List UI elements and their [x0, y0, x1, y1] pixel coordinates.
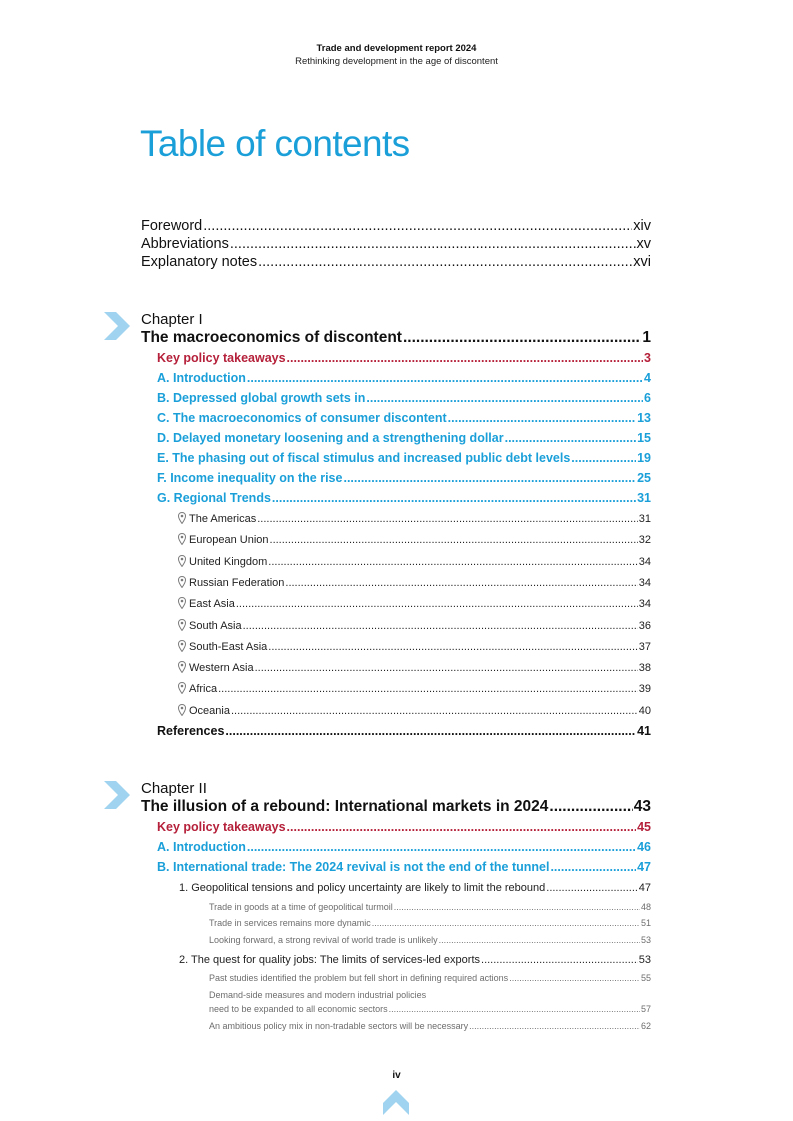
chapter-title-entry[interactable]	[141, 329, 651, 347]
up-arrow-icon[interactable]	[383, 1089, 409, 1115]
toc-section-key-takeaways[interactable]	[157, 820, 651, 834]
toc-region-page: 34	[638, 598, 651, 610]
toc-subsection-label: 1. Geopolitical tensions and policy uncertainty are likely to limit the rebound	[179, 882, 546, 894]
page-number: iv	[392, 1070, 401, 1081]
toc-region-entry[interactable]	[189, 534, 651, 546]
toc-section-label: Key policy takeaways	[157, 820, 286, 834]
toc-section-page: 31	[637, 491, 651, 505]
map-pin-icon	[178, 555, 186, 567]
toc-region-page: 37	[638, 641, 651, 653]
toc-entry-label: Abbreviations	[141, 236, 229, 252]
toc-subsection-page: 53	[638, 954, 651, 966]
toc-section-label: References	[157, 724, 225, 738]
toc-item-label: Looking forward, a strong revival of world trade is unlikely	[209, 935, 438, 945]
toc-region-label: The Americas	[189, 513, 257, 525]
map-pin-icon	[178, 533, 186, 545]
toc-entry-label: Foreword	[141, 218, 203, 234]
toc-item-page: 48	[640, 902, 651, 912]
toc-region-label: Western Asia	[189, 662, 254, 674]
page-title: Table of contents	[140, 123, 410, 164]
toc-item-label: Trade in goods at a time of geopolitical turmoil	[209, 902, 393, 912]
toc-item[interactable]	[209, 918, 651, 928]
toc-section[interactable]	[157, 840, 651, 854]
toc-section-page: 4	[644, 371, 651, 385]
toc-region-entry[interactable]	[189, 683, 651, 695]
toc-item-label: An ambitious policy mix in non-tradable sectors will be necessary	[209, 1021, 469, 1031]
toc-region-label: Russian Federation	[189, 577, 285, 589]
toc-item[interactable]	[209, 1004, 651, 1014]
toc-subsection-page: 47	[638, 882, 651, 894]
map-pin-icon	[178, 640, 186, 652]
toc-section[interactable]	[157, 451, 651, 465]
map-pin-icon	[178, 661, 186, 673]
toc-section[interactable]	[157, 371, 651, 385]
toc-region-entry[interactable]	[189, 598, 651, 610]
toc-item-page: 53	[640, 935, 651, 945]
toc-section-label: G. Regional Trends	[157, 491, 271, 505]
toc-subsection-label: 2. The quest for quality jobs: The limits of services-led exports	[179, 954, 481, 966]
toc-item-page: 57	[640, 1004, 651, 1014]
toc-region-page: 34	[638, 556, 651, 568]
toc-item[interactable]	[209, 935, 651, 945]
toc-section[interactable]	[157, 411, 651, 425]
map-pin-icon	[178, 704, 186, 716]
toc-entry-abbreviations[interactable]	[141, 236, 651, 252]
toc-section-label: C. The macroeconomics of consumer discontent	[157, 411, 447, 425]
toc-entry-explanatory-notes[interactable]	[141, 254, 651, 270]
toc-section-page: 6	[644, 391, 651, 405]
toc-region-page: 32	[638, 534, 651, 546]
report-header	[0, 42, 793, 68]
toc-item-label: Trade in services remains more dynamic	[209, 918, 371, 928]
toc-region-page: 36	[638, 620, 651, 632]
toc-region-page: 39	[638, 683, 651, 695]
chapter-title-entry[interactable]	[141, 798, 651, 816]
map-pin-icon	[178, 682, 186, 694]
toc-item[interactable]	[209, 973, 651, 983]
toc-section-label: D. Delayed monetary loosening and a strengthening dollar	[157, 431, 504, 445]
map-pin-icon	[178, 576, 186, 588]
chapter-title: The macroeconomics of discontent	[141, 329, 402, 346]
map-pin-icon	[178, 597, 186, 609]
toc-section[interactable]	[157, 860, 651, 874]
toc-section[interactable]	[157, 431, 651, 445]
toc-section-label: A. Introduction	[157, 371, 246, 385]
toc-section-page: 47	[637, 860, 651, 874]
toc-section-label: Key policy takeaways	[157, 351, 286, 365]
toc-section-page: 46	[637, 840, 651, 854]
toc-section-page: 15	[637, 431, 651, 445]
toc-section-page: 41	[637, 724, 651, 738]
toc-section[interactable]	[157, 471, 651, 485]
toc-section-page: 3	[644, 351, 651, 365]
toc-item[interactable]	[209, 902, 651, 912]
toc-entry-page: xv	[636, 236, 651, 252]
report-title: Trade and development report 2024	[316, 43, 477, 54]
toc-entry-foreword[interactable]	[141, 218, 651, 234]
toc-entry-page: xvi	[633, 254, 651, 270]
toc-region-entry[interactable]	[189, 705, 651, 717]
toc-region-label: South Asia	[189, 620, 242, 632]
toc-references[interactable]	[157, 724, 651, 738]
toc-region-entry[interactable]	[189, 577, 651, 589]
toc-section-page: 25	[637, 471, 651, 485]
toc-region-label: United Kingdom	[189, 556, 268, 568]
map-pin-icon	[178, 512, 186, 524]
toc-section-page: 45	[637, 820, 651, 834]
toc-region-page: 31	[638, 513, 651, 525]
toc-section-label: B. Depressed global growth sets in	[157, 391, 366, 405]
toc-region-page: 38	[638, 662, 651, 674]
toc-region-entry[interactable]	[189, 662, 651, 674]
chapter-label: Chapter I	[141, 311, 203, 328]
toc-section-page: 13	[637, 411, 651, 425]
toc-section-page: 19	[637, 451, 651, 465]
toc-region-page: 34	[638, 577, 651, 589]
toc-region-page: 40	[638, 705, 651, 717]
toc-item-page: 55	[640, 973, 651, 983]
toc-region-label: Africa	[189, 683, 218, 695]
toc-region-label: South-East Asia	[189, 641, 268, 653]
chapter-label: Chapter II	[141, 780, 207, 797]
chapter-page: 43	[633, 798, 651, 815]
toc-region-label: East Asia	[189, 598, 235, 610]
toc-item[interactable]	[209, 1021, 651, 1031]
toc-section-label: A. Introduction	[157, 840, 246, 854]
toc-section[interactable]	[157, 391, 651, 405]
map-pin-icon	[178, 619, 186, 631]
toc-subsection[interactable]	[179, 882, 651, 894]
toc-region-label: European Union	[189, 534, 269, 546]
toc-section-label: E. The phasing out of fiscal stimulus and increased public debt levels	[157, 451, 571, 465]
toc-region-entry[interactable]	[189, 620, 651, 632]
chapter-page: 1	[642, 329, 651, 346]
toc-section[interactable]	[157, 491, 651, 505]
chapter-title: The illusion of a rebound: International markets in 2024	[141, 798, 549, 815]
chevron-right-icon	[104, 781, 132, 809]
chevron-right-icon	[104, 312, 132, 340]
toc-item-page: 51	[640, 918, 651, 928]
toc-entry-label: Explanatory notes	[141, 254, 258, 270]
toc-item-label: need to be expanded to all economic sectors	[209, 1004, 388, 1014]
report-subtitle: Rethinking development in the age of discontent	[295, 56, 498, 67]
toc-section-label: F. Income inequality on the rise	[157, 471, 343, 485]
toc-item-label: Past studies identified the problem but fell short in defining required actions	[209, 973, 509, 983]
toc-region-entry[interactable]	[189, 556, 651, 568]
toc-section-label: B. International trade: The 2024 revival is not the end of the tunnel	[157, 860, 550, 874]
toc-item-page: 62	[640, 1021, 651, 1031]
toc-region-label: Oceania	[189, 705, 230, 717]
toc-section-key-takeaways[interactable]	[157, 351, 651, 365]
toc-entry-page: xiv	[633, 218, 651, 234]
toc-region-entry[interactable]	[189, 513, 651, 525]
toc-subsection[interactable]	[179, 954, 651, 966]
toc-item-label-line1: Demand-side measures and modern industrial policies	[209, 990, 427, 1000]
toc-region-entry[interactable]	[189, 641, 651, 653]
